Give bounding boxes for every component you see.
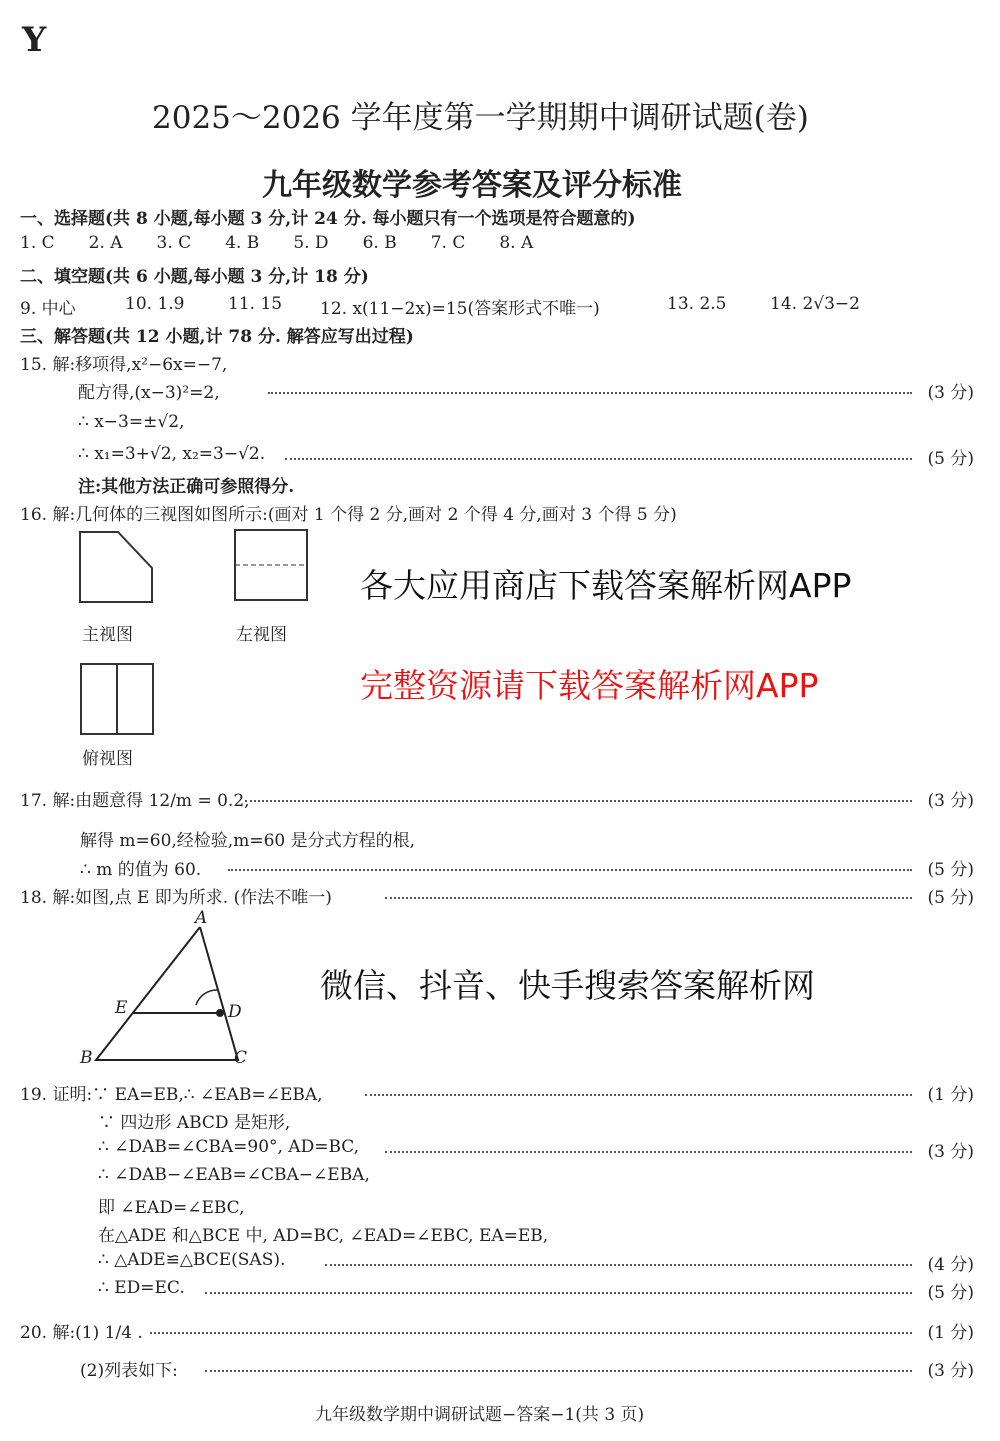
dot-leader [150,1332,912,1334]
fill-answer: 14. 2√3−2 [770,294,860,314]
dot-leader [325,1264,912,1266]
q15-line: ∴ x−3=±√2, [78,412,185,432]
score: (3 分) [927,1361,974,1381]
dot-leader [385,897,912,899]
dot-leader [205,1370,912,1372]
q17-line: 17. 解:由题意得 12/m = 0.2, [20,791,250,811]
label-e: E [115,998,128,1018]
q19-line: ∴ ED=EC. [98,1278,185,1298]
watermark-2: 完整资源请下载答案解析网APP [360,666,819,705]
section-3-heading: 三、解答题(共 12 小题,计 78 分. 解答应写出过程) [20,327,414,347]
mc-answer: 6. B [362,233,397,253]
q15-note: 注:其他方法正确可参照得分. [78,477,295,497]
fill-answer: 12. x(11−2x)=15(答案形式不唯一) [320,299,600,319]
top-view-figure [79,662,157,738]
label-d: D [228,1002,242,1022]
mc-answer: 5. D [293,233,329,253]
score: (4 分) [927,1255,974,1275]
q17-line: 解得 m=60,经检验,m=60 是分式方程的根, [80,831,416,851]
mc-answer: 8. A [499,233,534,253]
left-view-label: 左视图 [236,625,287,645]
mc-answer: 1. C [20,233,55,253]
dot-leader [285,458,912,460]
score: (5 分) [927,449,974,469]
label-b: B [80,1048,93,1068]
mc-answer: 3. C [156,233,192,253]
mc-answer: 4. B [225,233,260,253]
score: (3 分) [927,791,974,811]
section-2-heading: 二、填空题(共 6 小题,每小题 3 分,计 18 分) [20,267,369,287]
page-subtitle: 九年级数学参考答案及评分标准 [262,168,682,203]
front-view-label: 主视图 [82,625,133,645]
q19-line: ∴ ∠DAB−∠EAB=∠CBA−∠EBA, [98,1165,370,1185]
fill-answer: 11. 15 [228,294,283,314]
watermark-1: 各大应用商店下载答案解析网APP [360,566,852,605]
score: (5 分) [927,1283,974,1303]
q15-line: ∴ x₁=3+√2, x₂=3−√2. [78,444,266,464]
left-view-figure [233,528,311,604]
dot-leader [228,869,912,871]
dot-leader [385,1151,912,1153]
q19-line: 19. 证明:∵ EA=EB,∴ ∠EAB=∠EBA, [20,1085,323,1105]
score: (3 分) [927,1142,974,1162]
fill-answer: 10. 1.9 [125,294,185,314]
q19-line: 即 ∠EAD=∠EBC, [98,1198,245,1218]
top-view-label: 俯视图 [82,749,133,769]
q16-text: 16. 解:几何体的三视图如图所示:(画对 1 个得 2 分,画对 2 个得 4 分,画对 3 个得 5 分) [20,505,677,525]
q19-line: ∵ 四边形 ABCD 是矩形, [98,1113,291,1133]
q15-line: 15. 解:移项得,x²−6x=−7, [20,355,228,375]
corner-mark: Y [22,20,47,60]
score: (5 分) [927,860,974,880]
score: (5 分) [927,888,974,908]
page-title: 2025～2026 学年度第一学期期中调研试题(卷) [152,100,809,136]
section-1-heading: 一、选择题(共 8 小题,每小题 3 分,计 24 分. 每小题只有一个选项是符合题意的) [20,209,636,229]
fill-answer: 13. 2.5 [667,294,727,314]
q19-line: ∴ ∠DAB=∠CBA=90°, AD=BC, [98,1137,360,1157]
mc-answer: 7. C [430,233,466,253]
q20-line: 20. 解:(1) 1/4 . [20,1323,143,1343]
dot-leader [365,1094,912,1096]
q19-line: ∴ △ADE≌△BCE(SAS). [98,1250,286,1270]
front-view-figure [78,530,158,605]
score: (1 分) [927,1085,974,1105]
label-a: A [195,908,208,928]
dot-leader [268,392,912,394]
score: (3 分) [927,383,974,403]
label-c: C [234,1048,248,1068]
page-footer: 九年级数学期中调研试题−答案−1(共 3 页) [315,1405,645,1425]
watermark-3: 微信、抖音、快手搜索答案解析网 [320,966,815,1005]
fill-answer: 9. 中心 [20,299,76,319]
triangle-figure [78,905,258,1075]
q19-line: 在△ADE 和△BCE 中, AD=BC, ∠EAD=∠EBC, EA=EB, [98,1226,549,1246]
q20-line: (2)列表如下: [80,1361,178,1381]
q17-line: ∴ m 的值为 60. [80,860,202,880]
mc-answers [20,233,533,253]
q15-line: 配方得,(x−3)²=2, [78,383,220,403]
dot-leader [245,800,912,802]
q18-text: 18. 解:如图,点 E 即为所求. (作法不唯一) [20,888,332,908]
dot-leader [205,1292,912,1294]
mc-answer: 2. A [88,233,123,253]
score: (1 分) [927,1323,974,1343]
